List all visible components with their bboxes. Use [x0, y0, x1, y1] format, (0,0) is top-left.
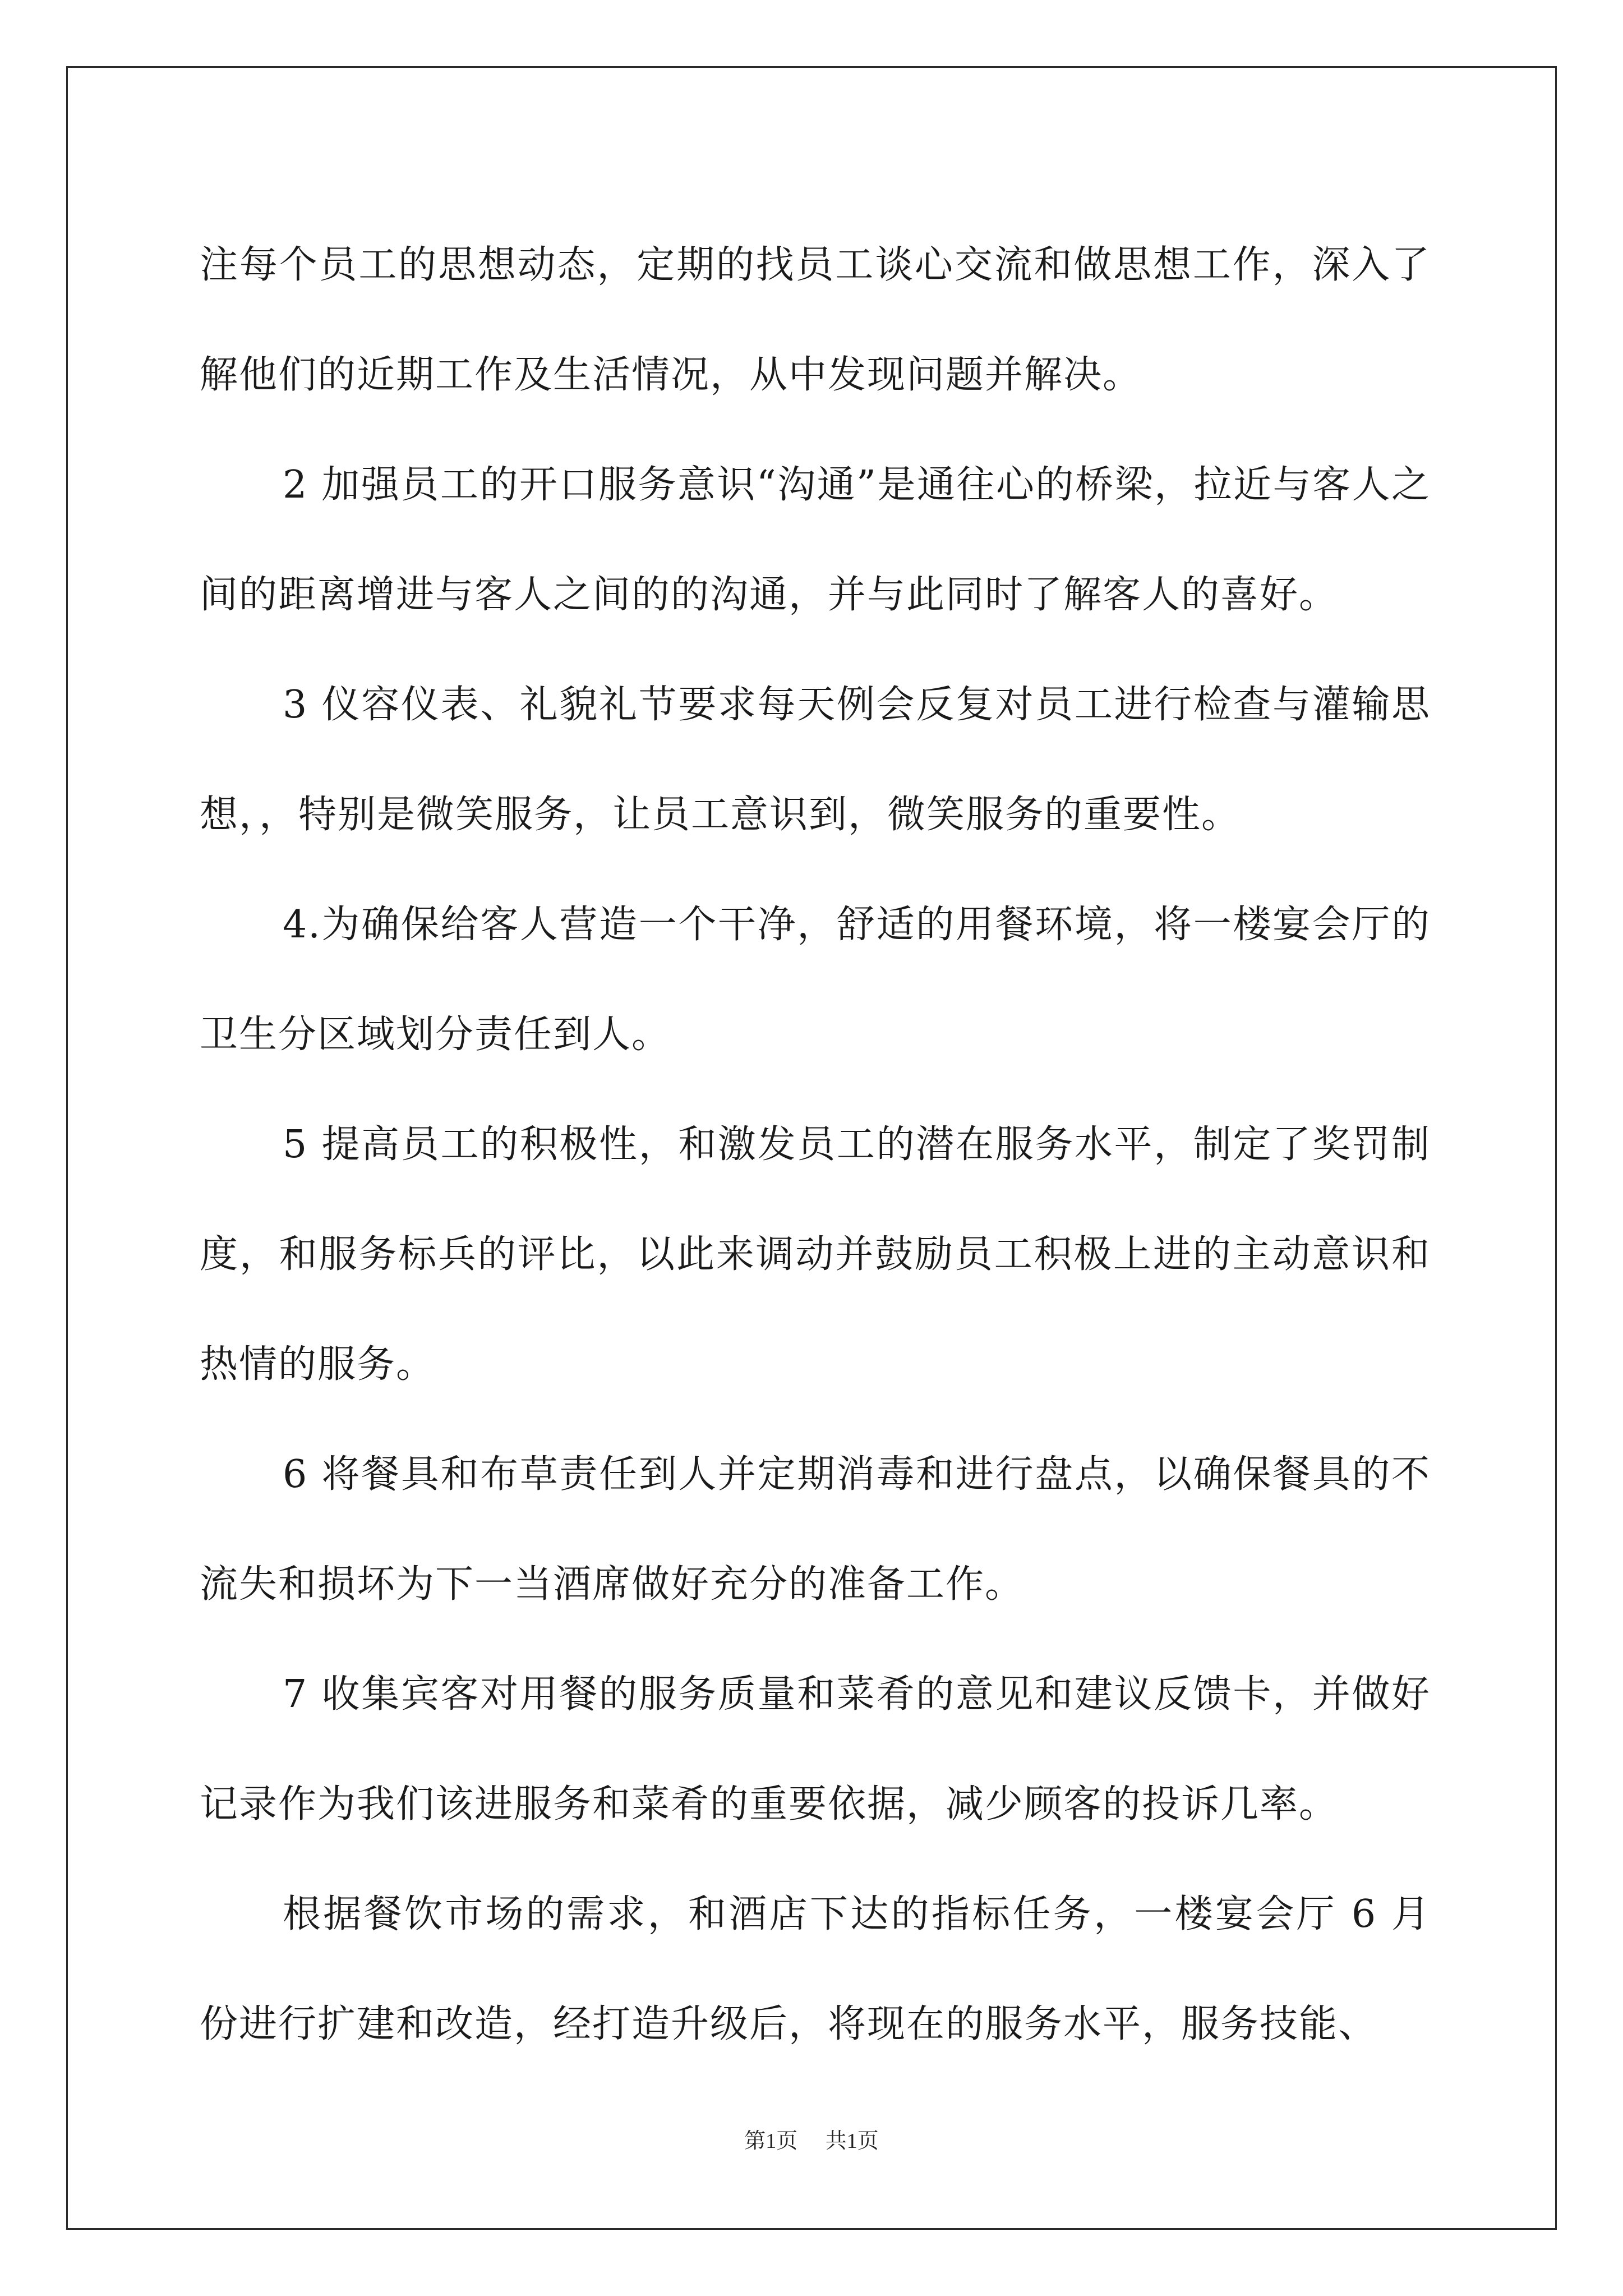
document-body: [200, 210, 1431, 2079]
page-number: 第1页: [744, 2129, 798, 2153]
paragraph: 根据餐饮市场的需求，和酒店下达的指标任务，一楼宴会厅 6 月份进行扩建和改造，经打造升级后，将现在的服务水平，服务技能、: [200, 1892, 1431, 2046]
page-footer: [0, 2127, 1623, 2155]
page-total: 共1页: [825, 2129, 879, 2153]
paragraph: 2 加强员工的开口服务意识“沟通”是通往心的桥梁，拉近与客人之间的距离增进与客人之间的的沟通，并与此同时了解客人的喜好。: [200, 463, 1431, 617]
paragraph: 6 将餐具和布草责任到人并定期消毒和进行盘点，以确保餐具的不流失和损坏为下一当酒席做好充分的准备工作。: [200, 1452, 1431, 1607]
paragraph: 5 提高员工的积极性，和激发员工的潜在服务水平，制定了奖罚制度，和服务标兵的评比，以此来调动并鼓励员工积极上进的主动意识和热情的服务。: [200, 1122, 1431, 1387]
paragraph: 7 收集宾客对用餐的服务质量和菜肴的意见和建议反馈卡，并做好记录作为我们该进服务和菜肴的重要依据，减少顾客的投诉几率。: [200, 1672, 1431, 1826]
paragraph: 注每个员工的思想动态，定期的找员工谈心交流和做思想工作，深入了解他们的近期工作及生活情况，从中发现问题并解决。: [200, 243, 1431, 397]
paragraph: 3 仪容仪表、礼貌礼节要求每天例会反复对员工进行检查与灌输思想，，特别是微笑服务，让员工意识到，微笑服务的重要性。: [200, 683, 1431, 837]
paragraph: 4.为确保给客人营造一个干净，舒适的用餐环境，将一楼宴会厅的卫生分区域划分责任到人。: [200, 903, 1431, 1057]
